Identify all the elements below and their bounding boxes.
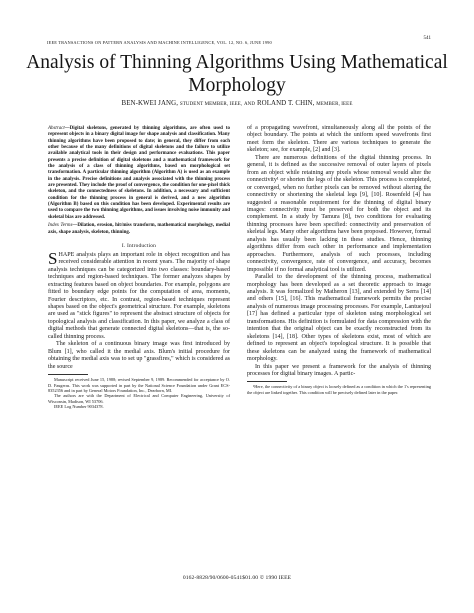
right-paragraph-4: In this paper we present a framework for the analysis of thinning processes for digital binary images. A partic- [247,363,431,377]
index-terms [48,223,230,236]
connectivity-footnote [247,384,431,395]
manuscript-footnote [48,377,230,409]
abstract [48,126,230,221]
author-1-name: BEN-KWEI JANG, [121,100,179,107]
left-column [48,126,230,410]
footnote-rule [48,374,88,375]
abstract-label: Abstract [48,126,65,131]
author-2-name: ROLAND T. CHIN, [256,100,315,107]
paper-title [0,51,474,97]
footnote-affiliation: The authors are with the Department of Electrical and Computer Engineering, University of Wisconsin, Madison, WI 53706. [48,393,230,404]
abstract-text: —Digital skeletons, generated by thinning algorithms, are often used to represent objects in a binary digital image for shape analysis and classification. Many thinning algorithms have been proposed to date; in general, they differ from each other because of the many definitions of digital skeletons and the failure to utilize available analytical tools in their design and performance evaluations. This paper presents a precise definition of digital skeletons and a mathematical framework for the analysis of a class of thinning algorithms, based on morphological set transformation. A particular thinning algorithm (Algorithm A) is used as an example in the analysis. Precise definitions and analysis associated with the thinning process are presented. They include the proof of convergence, the condition for one-pixel thick skeleton, and the connectedness of skeletons. In addition, a necessary and sufficient condition for the thinning process in general is derived, and a new algorithm (Algorithm B) based on this condition has been developed. Experimental results are used to compare the two thinning algorithms, and issues involving noise immunity and skeletal bias are addressed. [48,126,230,220]
drop-cap: S [48,248,58,268]
right-paragraph-2: There are numerous definitions of the digital thinning process. In general, it is defined as the successive removal of outer layers of pixels from an object while retaining any pixels whose removal would alter the connectivity¹ or shorten the legs of the skeleton. This process is completed, or converged, when no further pixels can be removed without altering the connectivity or shortening the skeletal legs [9], [10]. Rosenfeld [4] has suggested a reasonable requirement for the thinning of digital binary images: connectivity must be preserved for both the object and its complement. In a study by Tamura [8], two conditions for evaluating thinning processes have been specified: connectivity and preservation of skeletal legs. Many other algorithms have been proposed. However, formal analysis has usually been lacking in these studies. Hence, thinning algorithms differ from each other in performance and implementation approaches. Furthermore, analysis of such processes, including connectivity, convergence, rate of convergence, and accuracy, becomes impossible if no formal analytical tool is utilized. [247,154,431,273]
author-1-role: STUDENT MEMBER, IEEE, [179,102,243,107]
index-terms-text: —Dilation, erosion, hit/miss transform, mathematical morphology, medial axis, shape analysis, skeleton, thinning. [48,223,230,235]
footnote-manuscript: Manuscript received June 15, 1988; revised September 9, 1989. Recommended for acceptance by O. D. Faugeras. This work was supported in part by the National Science Foundation under Grant ECS-8352356 and in part by General Motors Foundation, Inc., Dearborn, MI. [48,377,230,393]
page-number: 541 [423,36,431,41]
right-paragraph-1: of a propagating wavefront, simultaneously along all the points of the object boundary. The points at which the uniform speed wavefronts first meet form the skeleton. There are various techniques to generate the skeleton; see, for example, [2] and [3]. [247,125,431,154]
title-line-2: Morphology [188,75,286,96]
introduction-paragraph-1 [48,248,230,341]
right-paragraph-3: Parallel to the development of the thinning process, mathematical morphology has been developed as a set theoretic approach to image analysis. It was formalized by Matheron [13], and extended by Serra [14] and others [15], [16]. This mathematical framework permits the precise analysis of numerous image processing processes. For example, Lantuejoul [17] has defined a particular type of skeleton using morphological set transformations. His definition is formulated for data compression with the intention that the original object can be exactly reconstructed from its skeletons [14], [18]. Other types of skeletons exist, most of which are defined to represent an object's topological structure. It is possible that these skeletons can be analyzed using the framework of mathematical morphology. [247,274,431,363]
index-terms-label: Index Terms [48,223,73,229]
footnote-connectivity: ¹Here, the connectivity of a binary object is loosely defined as a condition in which the 1's representing the object are linked together. This condition will be precisely defined later in the paper. [247,384,431,395]
introduction-paragraph-2: The skeleton of a continuous binary image was first introduced by Blum [1], who called it the medial axis. Blum's initial procedure for obtaining the medial axis was to set up "grassfires," which is considered as the source [48,341,230,370]
section-heading-introduction: I. Introduction [121,242,157,249]
author-2-role: MEMBER, IEEE [316,102,353,107]
introduction-body [48,248,230,371]
right-column [247,125,431,395]
footnote-log-number: IEEE Log Number 9034378. [54,404,104,410]
title-line-1: Analysis of Thinning Algorithms Using Mathematical [26,52,448,73]
footnote-rule-right [247,381,287,382]
right-column-body [247,125,431,378]
copyright-line: 0162-8828/90/0600-0541$01.00 © 1990 IEEE [182,575,292,581]
running-head: IEEE TRANSACTIONS ON PATTERN ANALYSIS AND MACHINE INTELLIGENCE, VOL. 12, NO. 6, JUNE 1990 [47,40,272,45]
author-conjunction: AND [243,102,256,107]
paragraph-1-text: HAPE analysis plays an important role in object recognition and has received considerable attention in recent years. The majority of shape analysis techniques can be categorized into two classes: boundary-based techniques and region-based techniques. The former analyzes shapes by extracting features based on object boundaries. For example, polygons are fitted to boundary edge points for the computation of area, moments, Fourier descriptors, etc. In contrast, region-based techniques represent shapes based on the object's geometrical structure. For example, skeletons are used as "stick figures" to represent the abstract structure of objects for topological analysis and classification. In this paper, we analyze a class of digital methods that generate connected digital skeletons—that is, the so-called thinning process. [48,251,230,340]
author-line [0,100,474,107]
